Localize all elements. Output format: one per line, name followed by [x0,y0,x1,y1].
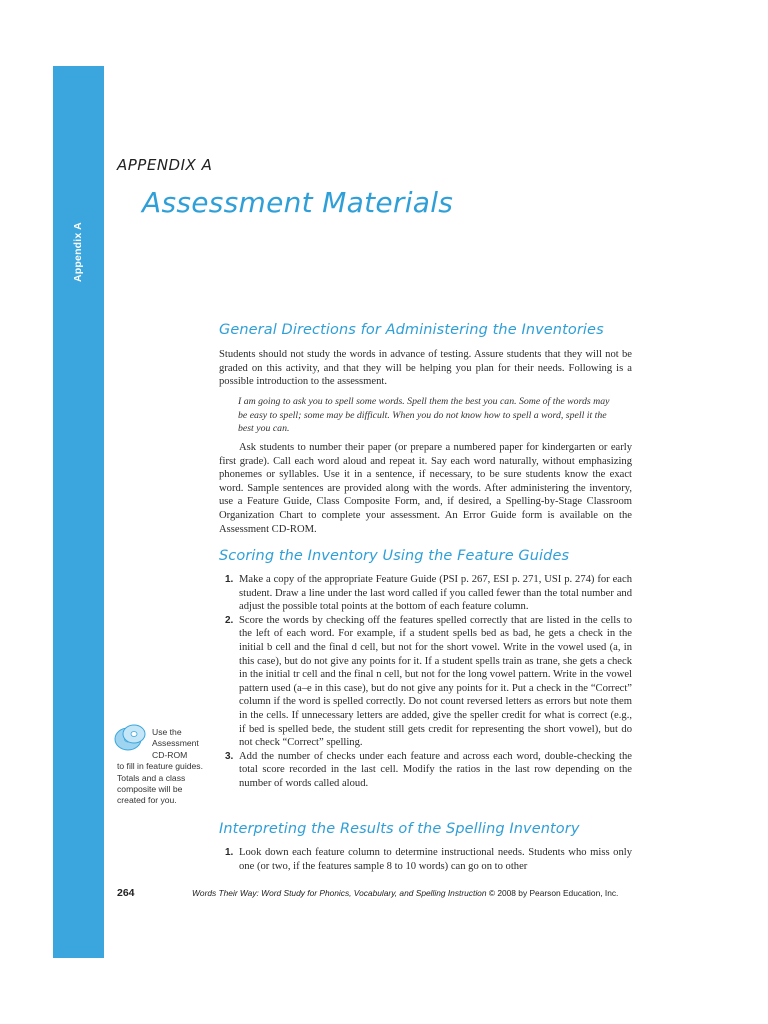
list-item-number: 3. [225,750,234,762]
list-item [219,846,632,873]
footer-book-title: Words Their Way: Word Study for Phonics, Vocabulary, and Spelling Instruction [192,888,487,898]
list-item-text: Make a copy of the appropriate Feature Guide (PSI p. 267, ESI p. 271, USI p. 274) for each student. Draw a line under the last word called if you called fewer than the total number and adjust the possible total points at the bottom of each feature column. [239,574,632,613]
footer-citation [192,888,632,898]
footer-copyright: © 2008 by Pearson Education, Inc. [488,888,619,898]
margin-note [117,727,209,807]
margin-note-body: to fill in feature guides. Totals and a class composite will be created for you. [117,761,203,806]
margin-note-lead: Use the Assessment CD-ROM [152,727,199,760]
list-item-number: 1. [225,847,234,858]
list-item [219,614,632,750]
appendix-label: APPENDIX A [117,156,213,174]
page-number: 264 [117,887,135,899]
page-title: Assessment Materials [142,186,454,219]
list-item-text: Score the words by checking off the features spelled correctly that are listed in the cells to the left of each word. For example, if a student spells bed as bad, he gets a check in the initial b cell and the final d cell, but not for the short vowel. Write in the vowel used (a, in this case), but do not give any points for it. If a student spells train as trane, she gets a check in the initial tr cell and the final n cell, but not for the long vowel pattern. Write in the vowel pattern used (a–e in this case), but do not give any points for it. Put a check in the “Correct” column if the word is spelled correctly. Do not count reversed letters as errors but note them in the cells. If unnecessary letters are added, give the speller credit for what is correct (e.g., if bed is spelled bede, the student still gets credit for representing the short vowel), but do not check “Correct” spelling. [239,614,632,749]
quote-introduction: I am going to ask you to spell some words. Spell them the best you can. Some of the words may be easy to spell; some may be difficult. When you do not know how to spell a word, spell it the best you can. [238,396,610,435]
list-item [219,750,632,791]
section-heading-general-directions: General Directions for Administering the Inventories [219,322,604,338]
paragraph-instructions: Ask students to number their paper (or prepare a numbered paper for kindergarten or early first grade). Call each word aloud and repeat it. Say each word naturally, without emphasizing phonemes or syllables. Use it in a sentence, if necessary, to be sure students know the exact word. Sample sentences are provided along with the words. After administering the inventory, use a Feature Guide, Class Composite Form, and, if desired, a Spelling-by-Stage Classroom Organization Chart to complete your assessment. An Error Guide form is available on the Assessment CD-ROM. [219,442,632,535]
sidebar-label: Appendix A [72,222,84,282]
list-item-number: 2. [225,614,234,626]
section-heading-interpreting: Interpreting the Results of the Spelling Inventory [219,821,580,837]
paragraph-intro: Students should not study the words in advance of testing. Assure students that they will not be graded on this activity, and that they will be helping you plan for their needs. Following is a possible introduction to the assessment. [219,349,632,388]
list-item-text: Look down each feature column to determine instructional needs. Students who miss only one (or two, if the features sample 8 to 10 words) can go on to other [239,847,632,872]
sidebar-band [53,66,104,958]
list-item-text: Add the number of checks under each feature and across each word, double-checking the total score recorded in the last cell. Modify the ratios in the last row depending on the number of words called aloud. [239,750,632,789]
list-item-number: 1. [225,574,234,585]
section-heading-scoring: Scoring the Inventory Using the Feature Guides [219,548,570,564]
list-item [219,573,632,614]
scoring-steps-list [219,573,632,791]
interpreting-steps-list [219,846,632,873]
